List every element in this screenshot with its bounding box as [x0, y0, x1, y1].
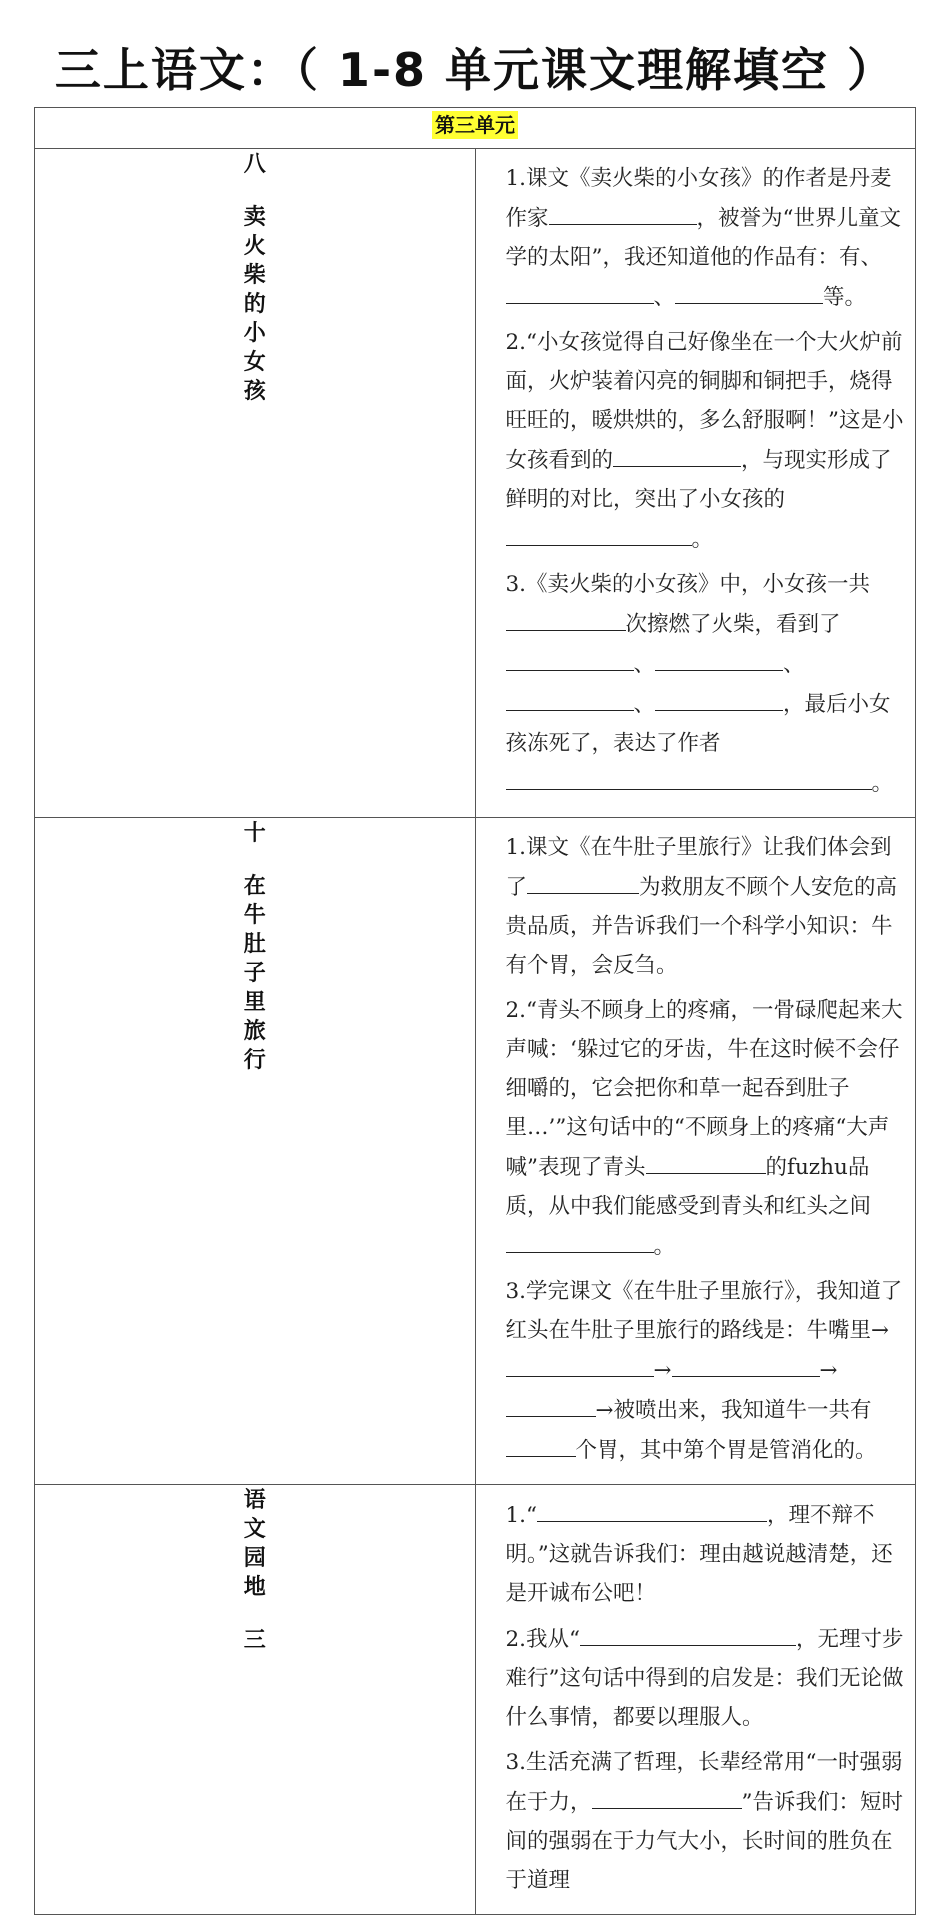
unit-header-row: [35, 108, 916, 149]
answer-blank[interactable]: [506, 1430, 576, 1457]
lesson-name: 语文园地: [243, 1488, 266, 1600]
answer-blank[interactable]: [506, 1350, 654, 1377]
lesson-content-10: [475, 818, 916, 1485]
lesson-row-8: [35, 149, 916, 818]
page-title: 三上语文：（ 1-8 单元课文理解填空 ）: [54, 43, 896, 97]
answer-blank[interactable]: [506, 1226, 654, 1253]
question-3: 3.学完课文《在牛肚子里旅行》，我知道了红头在牛肚子里旅行的路线是：牛嘴里→→ →→被喷出来，我知道牛一共有个胃，其中第个胃是管消化的。: [505, 1279, 903, 1463]
question-1: 1.课文《在牛肚子里旅行》让我们体会到了 为救朋友不顾个人安危的高贵品质，并告诉我们一个科学小知识：牛有个胃，会反刍。: [505, 835, 898, 978]
worksheet-table: [34, 107, 916, 1915]
answer-blank[interactable]: [549, 198, 697, 225]
answer-blank[interactable]: [646, 1147, 766, 1174]
answer-blank[interactable]: [506, 1390, 596, 1417]
lesson-name: 在牛肚子里旅行: [243, 874, 266, 1073]
answer-blank[interactable]: [506, 644, 634, 671]
answer-blank[interactable]: [592, 1782, 742, 1809]
lesson-content-garden: [475, 1485, 916, 1915]
answer-blank[interactable]: [537, 1495, 767, 1522]
lesson-content-8: [475, 149, 916, 818]
answer-blank[interactable]: [613, 440, 741, 467]
lesson-row-10: [35, 818, 916, 1485]
answer-blank[interactable]: [506, 763, 872, 790]
answer-blank[interactable]: [655, 684, 783, 711]
lesson-number: 八: [243, 152, 266, 177]
lesson-side-10: [35, 818, 476, 1485]
lesson-side-8: [35, 149, 476, 818]
lesson-number: 十: [243, 821, 266, 846]
answer-blank[interactable]: [506, 277, 654, 304]
lesson-number: 三: [243, 1628, 266, 1653]
question-2: 2.“小女孩觉得自己好像坐在一个大火炉前面，火炉装着闪亮的铜脚和铜把手，烧得旺旺的，暖烘烘的，多么舒服啊！”这是小女孩看到的 ，与现实形成了鲜明的对比，突出了小女孩的。: [505, 330, 904, 552]
question-2: 2.我从“ ，无理寸步难行”这句话中得到的启发是：我们无论做什么事情，都要以理服人。: [506, 1619, 906, 1737]
question-2: 2.“青头不顾身上的疼痛，一骨碌爬起来大声喊：‘躲过它的牙齿，牛在这时候不会仔细嚼的，它会把你和草一起吞到肚子里…’”这句话中的“不顾身上的疼痛“大声喊”表现了青头 的fuzhu品质，从中我们能感受到青头和红头之间。: [505, 998, 903, 1259]
question-3: 3.《卖火柴的小女孩》中，小女孩一共次擦燃了火柴，看到了、 、、 ，最后小女孩冻死了，表达了作者。: [505, 572, 894, 796]
answer-blank[interactable]: [655, 644, 783, 671]
answer-blank[interactable]: [675, 277, 823, 304]
question-3: 3.生活充满了哲理，长辈经常用“一时强弱在于力， ”告诉我们：短时间的强弱在于力气大小，长时间的胜负在于道理: [505, 1750, 904, 1893]
question-1: 1.课文《卖火柴的小女孩》的作者是丹麦作家 ，被誉为“世界儿童文学的太阳”，我还知道他的作品有：有、、 等。: [505, 166, 902, 310]
answer-blank[interactable]: [580, 1619, 796, 1646]
unit-header-cell: [35, 108, 916, 149]
answer-blank[interactable]: [506, 604, 626, 631]
answer-blank[interactable]: [506, 519, 692, 546]
lesson-side-garden: [35, 1485, 476, 1915]
lesson-row-garden: [35, 1485, 916, 1915]
lesson-name: 卖火柴的小女孩: [243, 205, 266, 404]
question-1: 1.“ ，理不辩不明。”这就告诉我们：理由越说越清楚，还是开诚布公吧！: [506, 1495, 906, 1613]
unit-label: 第三单元: [432, 111, 518, 139]
answer-blank[interactable]: [506, 684, 634, 711]
answer-blank[interactable]: [672, 1350, 820, 1377]
answer-blank[interactable]: [527, 867, 639, 894]
